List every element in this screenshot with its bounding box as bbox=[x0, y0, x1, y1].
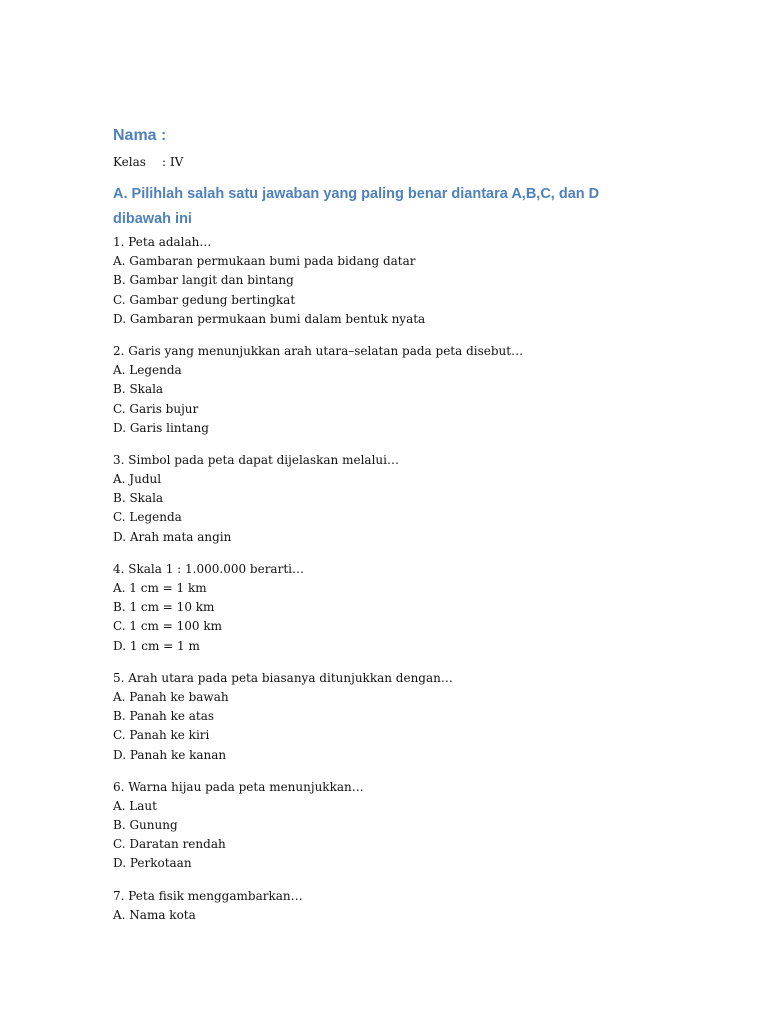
question-item bbox=[113, 560, 713, 656]
answer-option: D. 1 cm = 1 m bbox=[113, 638, 200, 653]
answer-option: A. Laut bbox=[113, 798, 157, 813]
section-heading: A. Pilihlah salah satu jawaban yang paling benar diantara A,B,C, dan D dibawah ini bbox=[113, 186, 600, 227]
name-label: Nama : bbox=[113, 127, 167, 144]
class-line bbox=[113, 151, 713, 173]
question-text: 1. Peta adalah… bbox=[113, 235, 212, 249]
question-item bbox=[113, 778, 713, 874]
answer-option: B. Skala bbox=[113, 491, 164, 506]
question-item bbox=[113, 233, 713, 329]
answer-option: B. Gunung bbox=[113, 818, 178, 833]
question-item bbox=[113, 669, 713, 765]
class-value: : IV bbox=[162, 155, 184, 169]
answer-option: C. Gambar gedung bertingkat bbox=[113, 292, 296, 307]
question-text: 2. Garis yang menunjukkan arah utara–selatan pada peta disebut… bbox=[113, 343, 524, 358]
answer-option: B. Gambar langit dan bintang bbox=[113, 273, 294, 288]
answer-option: D. Perkotaan bbox=[113, 856, 192, 871]
answer-option: A. Judul bbox=[113, 472, 162, 487]
answer-option: A. Gambaran permukaan bumi pada bidang datar bbox=[113, 254, 416, 269]
answer-option: D. Panah ke kanan bbox=[113, 747, 227, 762]
question-text: 7. Peta fisik menggambarkan… bbox=[113, 888, 303, 903]
class-label: Kelas bbox=[113, 155, 146, 169]
question-text: 3. Simbol pada peta dapat dijelaskan melalui… bbox=[113, 452, 399, 467]
answer-option: D. Arah mata angin bbox=[113, 529, 232, 544]
answer-option: D. Gambaran permukaan bumi dalam bentuk nyata bbox=[113, 311, 426, 326]
question-item bbox=[113, 451, 713, 547]
answer-option: C. 1 cm = 100 km bbox=[113, 619, 222, 634]
answer-option: A. Panah ke bawah bbox=[113, 689, 229, 704]
answer-option: B. Skala bbox=[113, 382, 164, 397]
worksheet bbox=[113, 124, 713, 925]
question-text: 6. Warna hijau pada peta menunjukkan… bbox=[113, 779, 364, 794]
answer-option: C. Panah ke kiri bbox=[113, 728, 210, 743]
question-text: 5. Arah utara pada peta biasanya ditunjukkan dengan… bbox=[113, 670, 453, 685]
question-text: 4. Skala 1 : 1.000.000 berarti… bbox=[113, 561, 304, 576]
question-item bbox=[113, 887, 713, 925]
answer-option: B. 1 cm = 10 km bbox=[113, 600, 215, 615]
answer-option: B. Panah ke atas bbox=[113, 709, 215, 724]
answer-option: C. Garis bujur bbox=[113, 401, 199, 416]
answer-option: A. 1 cm = 1 km bbox=[113, 581, 207, 595]
answer-option: C. Daratan rendah bbox=[113, 837, 226, 852]
question-item bbox=[113, 342, 713, 438]
answer-option: A. Nama kota bbox=[113, 907, 196, 922]
answer-option: A. Legenda bbox=[113, 363, 182, 378]
answer-option: C. Legenda bbox=[113, 510, 182, 525]
answer-option: D. Garis lintang bbox=[113, 420, 209, 435]
